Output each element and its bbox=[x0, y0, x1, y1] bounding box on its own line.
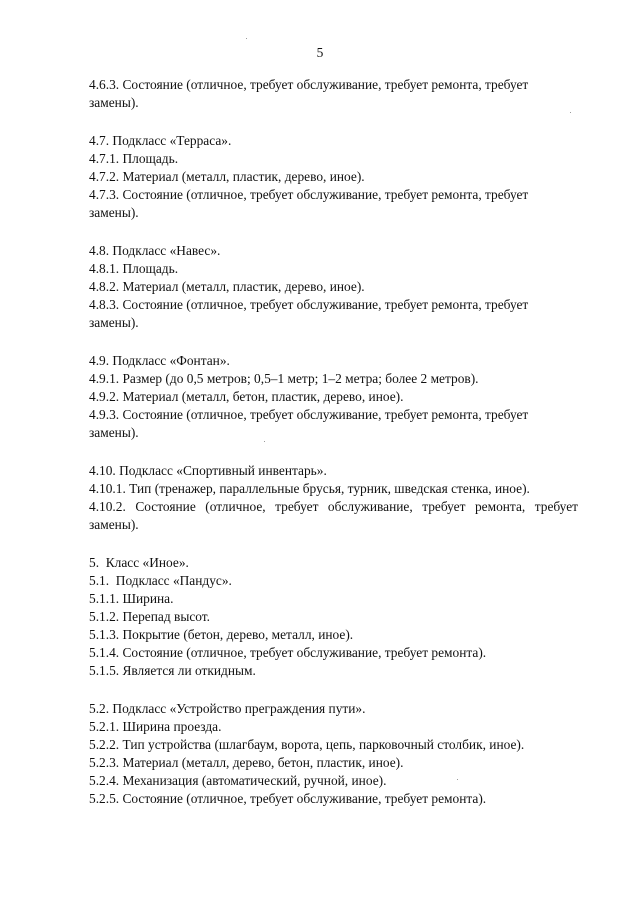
item-5-2-4: 5.2.4. Механизация (автоматический, ручной, иное). bbox=[89, 773, 387, 788]
section-5-2 bbox=[89, 700, 578, 808]
section-4-6 bbox=[89, 76, 578, 112]
scan-speck bbox=[570, 112, 571, 113]
item-4-7-2: 4.7.2. Материал (металл, пластик, дерево, иное). bbox=[89, 169, 365, 184]
block-gap bbox=[89, 112, 578, 132]
heading-5-1: 5.1. Подкласс «Пандус». bbox=[89, 573, 232, 588]
item-4-9-3: 4.9.3. Состояние (отличное, требует обслуживание, требует ремонта, требует замены). bbox=[89, 407, 529, 440]
item-4-8-1: 4.8.1. Площадь. bbox=[89, 261, 179, 276]
heading-5: 5. Класс «Иное». bbox=[89, 555, 189, 570]
heading-4-10: 4.10. Подкласс «Спортивный инвентарь». bbox=[89, 463, 327, 478]
item-4-8-2: 4.8.2. Материал (металл, пластик, дерево, иное). bbox=[89, 279, 365, 294]
block-gap bbox=[89, 442, 578, 462]
scan-speck bbox=[264, 441, 265, 442]
item-5-2-1: 5.2.1. Ширина проезда. bbox=[89, 719, 222, 734]
section-4-7 bbox=[89, 132, 578, 222]
section-4-10 bbox=[89, 462, 578, 534]
item-4-10-2: 4.10.2. Состояние (отличное, требует обслуживание, требует ремонта, требует замены). bbox=[89, 499, 578, 532]
heading-5-2: 5.2. Подкласс «Устройство преграждения пути». bbox=[89, 701, 366, 716]
item-4-7-3: 4.7.3. Состояние (отличное, требует обслуживание, требует ремонта, требует замены). bbox=[89, 187, 529, 220]
item-4-7-1: 4.7.1. Площадь. bbox=[89, 151, 179, 166]
item-5-2-5: 5.2.5. Состояние (отличное, требует обслуживание, требует ремонта). bbox=[89, 791, 487, 806]
block-gap bbox=[89, 534, 578, 554]
page-number: 5 bbox=[316, 45, 324, 60]
block-gap bbox=[89, 680, 578, 700]
item-5-1-4: 5.1.4. Состояние (отличное, требует обслуживание, требует ремонта). bbox=[89, 645, 487, 660]
block-gap bbox=[89, 222, 578, 242]
item-4-6-3: 4.6.3. Состояние (отличное, требует обслуживание, требует ремонта, требует замены). bbox=[89, 77, 529, 110]
item-4-10-1: 4.10.1. Тип (тренажер, параллельные брусья, турник, шведская стенка, иное). bbox=[89, 481, 530, 496]
section-4-9 bbox=[89, 352, 578, 442]
section-4-8 bbox=[89, 242, 578, 332]
heading-4-8: 4.8. Подкласс «Навес». bbox=[89, 243, 221, 258]
heading-4-7: 4.7. Подкласс «Терраса». bbox=[89, 133, 232, 148]
scan-speck bbox=[457, 779, 458, 780]
item-5-1-3: 5.1.3. Покрытие (бетон, дерево, металл, иное). bbox=[89, 627, 354, 642]
item-4-8-3: 4.8.3. Состояние (отличное, требует обслуживание, требует ремонта, требует замены). bbox=[89, 297, 529, 330]
item-5-1-2: 5.1.2. Перепад высот. bbox=[89, 609, 210, 624]
heading-4-9: 4.9. Подкласс «Фонтан». bbox=[89, 353, 230, 368]
section-5-1 bbox=[89, 554, 578, 680]
item-5-2-2: 5.2.2. Тип устройства (шлагбаум, ворота, цепь, парковочный столбик, иное). bbox=[89, 737, 525, 752]
item-5-2-3: 5.2.3. Материал (металл, дерево, бетон, пластик, иное). bbox=[89, 755, 404, 770]
block-gap bbox=[89, 332, 578, 352]
item-5-1-5: 5.1.5. Является ли откидным. bbox=[89, 663, 256, 678]
document-body bbox=[89, 76, 578, 808]
item-4-9-2: 4.9.2. Материал (металл, бетон, пластик, дерево, иное). bbox=[89, 389, 404, 404]
scan-speck bbox=[246, 38, 247, 39]
item-5-1-1: 5.1.1. Ширина. bbox=[89, 591, 174, 606]
item-4-9-1: 4.9.1. Размер (до 0,5 метров; 0,5–1 метр; 1–2 метра; более 2 метров). bbox=[89, 371, 479, 386]
